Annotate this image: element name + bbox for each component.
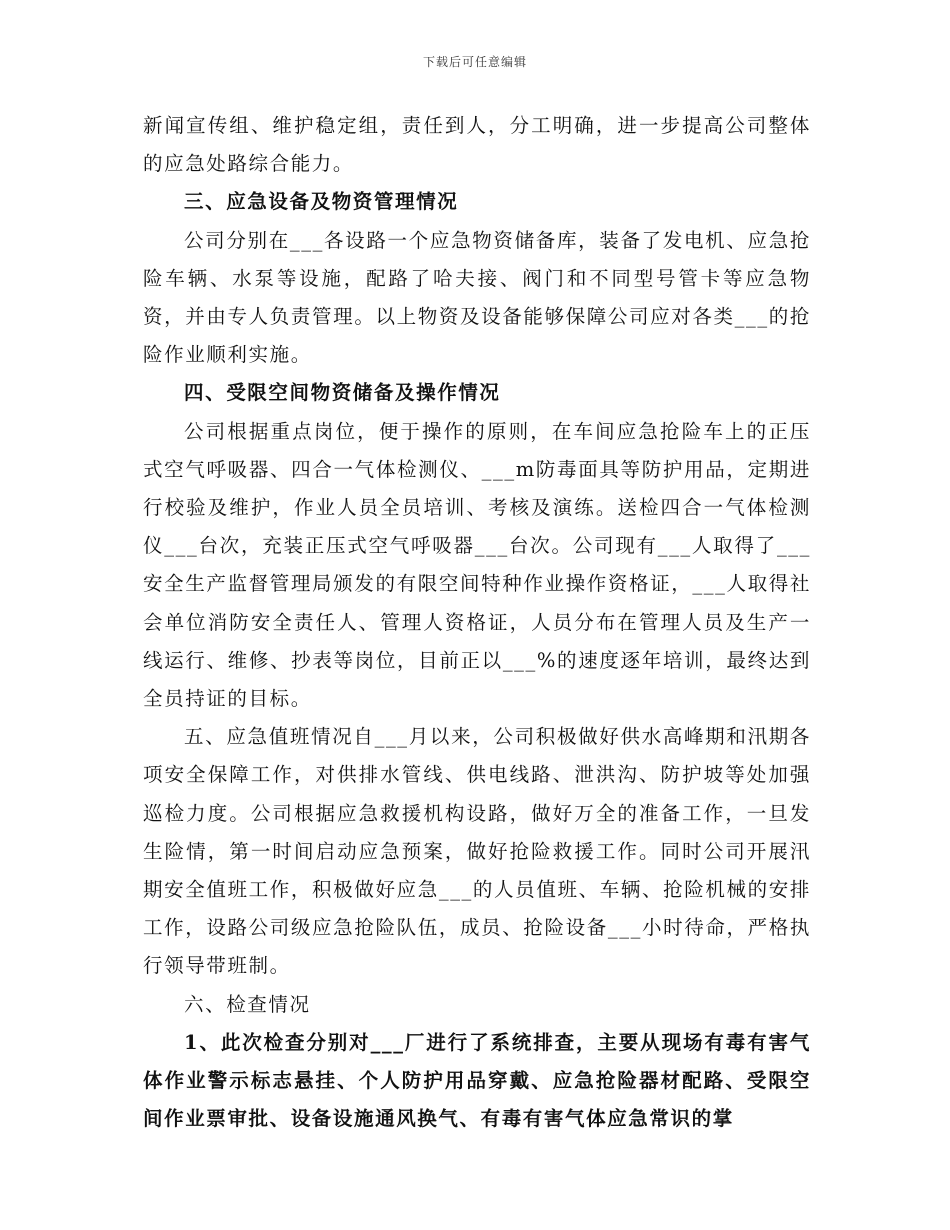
section-heading-equipment: 三、应急设备及物资管理情况 [184, 190, 459, 214]
equipment-paragraph: 公司分别在___各设路一个应急物资储备库，装备了发电机、应急抢险车辆、水泵等设施，配路了哈夫接、阀门和不同型号管卡等应急物资，并由专人负责管理。以上物资及设备能够保障公司应对各类___的抢险作业顺利实施。 [143, 228, 811, 367]
inspection-paragraph: 1、此次检查分别对___厂进行了系统排查，主要从现场有毒有害气体作业警示标志悬挂、个人防护用品穿戴、应急抢险器材配路、受限空间作业票审批、设备设施通风换气、有毒有害气体应急常识的掌 [143, 1030, 811, 1131]
document-body [143, 107, 811, 1138]
confined-space-paragraph: 公司根据重点岗位，便于操作的原则，在车间应急抢险车上的正压式空气呼吸器、四合一气体检测仪、___m防毒面具等防护用品，定期进行校验及维护，作业人员全员培训、考核及演练。送检四合一气体检测仪___台次，充装正压式空气呼吸器___台次。公司现有___人取得了___安全生产监督管理局颁发的有限空间特种作业操作资格证，___人取得社会单位消防安全责任人、管理人资格证，人员分布在管理人员及生产一线运行、维修、抄表等岗位，目前正以___%的速度逐年培训，最终达到全员持证的目标。 [143, 419, 811, 711]
duty-paragraph: 五、应急值班情况自___月以来，公司积极做好供水高峰期和汛期各项安全保障工作，对供排水管线、供电线路、泄洪沟、防护坡等处加强巡检力度。公司根据应急救援机构设路，做好万全的准备工作，一旦发生险情，第一时间启动应急预案，做好抢险救援工作。同时公司开展汛期安全值班工作，积极做好应急___的人员值班、车辆、抢险机械的安排工作，设路公司级应急抢险队伍，成员、抢险设备___小时待命，严格执行领导带班制。 [143, 725, 811, 978]
intro-paragraph: 新闻宣传组、维护稳定组，责任到人，分工明确，进一步提高公司整体的应急处路综合能力。 [143, 114, 811, 176]
page-header-note: 下载后可任意编辑 [422, 55, 527, 69]
section-heading-confined-space: 四、受限空间物资储备及操作情况 [184, 381, 501, 405]
section-heading-inspection: 六、检查情况 [184, 992, 311, 1016]
